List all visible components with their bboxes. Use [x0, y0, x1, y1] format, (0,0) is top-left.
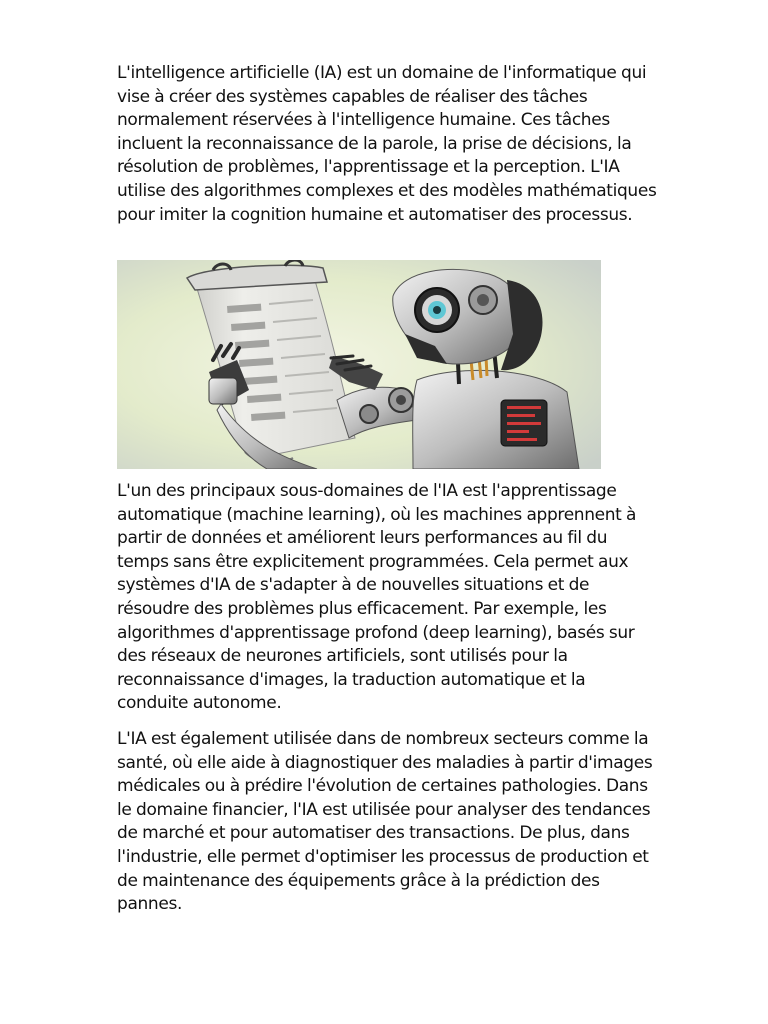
paragraph-machine-learning: L'un des principaux sous-domaines de l'IA est l'apprentissage automatique (machine learning), où les machines apprennent à partir de données et améliorent leurs performances au fil du temps sans être explicitement programmées. Cela permet aux systèmes d'IA de s'adapter à de nouvelles situations et de résoudre des problèmes plus efficacement. Par exemple, les algorithmes d'apprentissage profond (deep learning), basés sur des réseaux de neurones artificiels, sont utilisés pour la reconnaissance d'images, la traduction automatique et la conduite autonome.: [117, 481, 637, 714]
robot-reading-illustration: [117, 260, 601, 469]
paragraph-applications: L'IA est également utilisée dans de nombreux secteurs comme la santé, où elle aide à diagnostiquer des maladies à partir d'images médicales ou à prédire l'évolution de certaines pathologies. Dans le domaine financier, l'IA est utilisée pour analyser des tendances de marché et pour automatiser des transactions. De plus, dans l'industrie, elle permet d'optimiser les processus de production et de maintenance des équipements grâce à la prédiction des pannes.: [117, 729, 653, 915]
paragraph-intro: L'intelligence artificielle (IA) est un domaine de l'informatique qui vise à créer des systèmes capables de réaliser des tâches normalement réservées à l'intelligence humaine. Ces tâches incluent la reconnaissance de la parole, la prise de décisions, la résolution de problèmes, l'apprentissage et la perception. L'IA utilise des algorithmes complexes et des modèles mathématiques pour imiter la cognition humaine et automatiser des processus.: [117, 63, 657, 225]
